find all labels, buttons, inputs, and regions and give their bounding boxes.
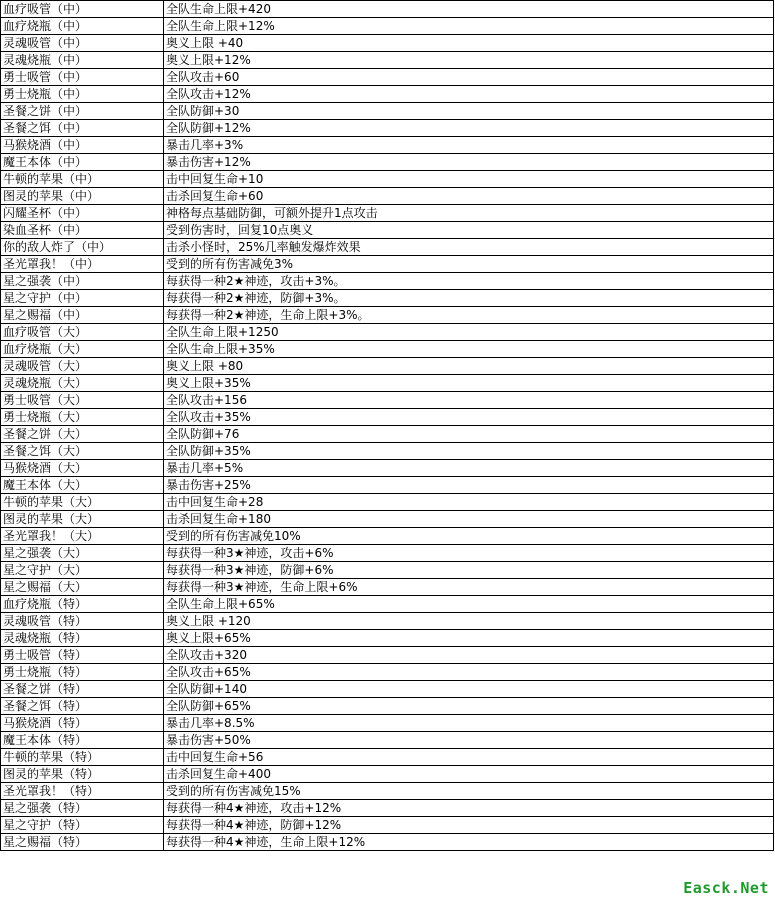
item-name-cell: 血疗吸管（大） xyxy=(1,324,164,341)
item-name-cell: 星之守护（中） xyxy=(1,290,164,307)
item-name-cell: 马猴烧酒（中） xyxy=(1,137,164,154)
item-name-cell: 图灵的苹果（中） xyxy=(1,188,164,205)
item-effect-cell: 奥义上限 +40 xyxy=(164,35,774,52)
item-effect-cell: 全队攻击+156 xyxy=(164,392,774,409)
watermark: Easck.Net xyxy=(683,879,769,897)
table-row xyxy=(1,18,774,35)
table-row xyxy=(1,188,774,205)
item-effect-cell: 暴击几率+8.5% xyxy=(164,715,774,732)
table-row xyxy=(1,511,774,528)
table-row xyxy=(1,324,774,341)
table-row xyxy=(1,392,774,409)
item-name-cell: 灵魂吸管（中） xyxy=(1,35,164,52)
item-effect-cell: 奥义上限+12% xyxy=(164,52,774,69)
item-name-cell: 星之强袭（特） xyxy=(1,800,164,817)
item-effect-cell: 奥义上限+35% xyxy=(164,375,774,392)
item-effect-cell: 暴击伤害+50% xyxy=(164,732,774,749)
item-effect-cell: 奥义上限+65% xyxy=(164,630,774,647)
item-effect-cell: 全队防御+30 xyxy=(164,103,774,120)
item-name-cell: 勇士吸管（大） xyxy=(1,392,164,409)
table-row xyxy=(1,341,774,358)
table-row xyxy=(1,562,774,579)
item-name-cell: 灵魂吸管（大） xyxy=(1,358,164,375)
table-row xyxy=(1,545,774,562)
item-name-cell: 勇士烧瓶（特） xyxy=(1,664,164,681)
table-row xyxy=(1,69,774,86)
item-name-cell: 星之赐福（特） xyxy=(1,834,164,851)
item-name-cell: 牛顿的苹果（中） xyxy=(1,171,164,188)
item-name-cell: 牛顿的苹果（特） xyxy=(1,749,164,766)
table-row xyxy=(1,460,774,477)
table-row xyxy=(1,698,774,715)
item-name-cell: 圣餐之饵（中） xyxy=(1,120,164,137)
item-name-cell: 血疗烧瓶（特） xyxy=(1,596,164,613)
item-name-cell: 圣光罩我！（中） xyxy=(1,256,164,273)
item-effect-cell: 受到的所有伤害减免3% xyxy=(164,256,774,273)
table-row xyxy=(1,222,774,239)
item-effect-cell: 每获得一种2★神迹，攻击+3%。 xyxy=(164,273,774,290)
table-row xyxy=(1,732,774,749)
item-name-cell: 图灵的苹果（特） xyxy=(1,766,164,783)
item-name-cell: 魔王本体（特） xyxy=(1,732,164,749)
table-row xyxy=(1,1,774,18)
item-name-cell: 灵魂吸管（特） xyxy=(1,613,164,630)
item-effect-cell: 受到伤害时，回复10点奥义 xyxy=(164,222,774,239)
item-name-cell: 勇士烧瓶（中） xyxy=(1,86,164,103)
item-effect-cell: 击杀回复生命+180 xyxy=(164,511,774,528)
item-effect-cell: 击杀回复生命+400 xyxy=(164,766,774,783)
table-body xyxy=(1,1,774,851)
table-row xyxy=(1,307,774,324)
item-name-cell: 马猴烧酒（大） xyxy=(1,460,164,477)
item-name-cell: 勇士烧瓶（大） xyxy=(1,409,164,426)
table-row xyxy=(1,358,774,375)
item-name-cell: 闪耀圣杯（中） xyxy=(1,205,164,222)
item-effect-cell: 全队攻击+60 xyxy=(164,69,774,86)
table-row xyxy=(1,120,774,137)
item-name-cell: 星之赐福（中） xyxy=(1,307,164,324)
item-effect-cell: 每获得一种4★神迹，防御+12% xyxy=(164,817,774,834)
item-effect-cell: 奥义上限 +80 xyxy=(164,358,774,375)
item-effect-cell: 全队防御+76 xyxy=(164,426,774,443)
item-effect-cell: 每获得一种4★神迹，攻击+12% xyxy=(164,800,774,817)
item-name-cell: 魔王本体（大） xyxy=(1,477,164,494)
item-effect-cell: 全队生命上限+1250 xyxy=(164,324,774,341)
table-row xyxy=(1,273,774,290)
table-row xyxy=(1,749,774,766)
item-effect-cell: 全队防御+65% xyxy=(164,698,774,715)
item-name-cell: 马猴烧酒（特） xyxy=(1,715,164,732)
table-row xyxy=(1,52,774,69)
table-row xyxy=(1,86,774,103)
table-row xyxy=(1,103,774,120)
item-name-cell: 圣餐之饼（大） xyxy=(1,426,164,443)
item-effect-cell: 击杀小怪时，25%几率触发爆炸效果 xyxy=(164,239,774,256)
table-row xyxy=(1,596,774,613)
item-name-cell: 魔王本体（中） xyxy=(1,154,164,171)
table-row xyxy=(1,817,774,834)
table-row xyxy=(1,630,774,647)
table-row xyxy=(1,256,774,273)
table-row xyxy=(1,426,774,443)
table-row xyxy=(1,35,774,52)
item-name-cell: 你的敌人炸了（中） xyxy=(1,239,164,256)
item-name-cell: 星之强袭（大） xyxy=(1,545,164,562)
table-row xyxy=(1,239,774,256)
table-row xyxy=(1,579,774,596)
item-name-cell: 圣餐之饼（中） xyxy=(1,103,164,120)
item-effect-cell: 全队攻击+65% xyxy=(164,664,774,681)
item-name-cell: 灵魂烧瓶（中） xyxy=(1,52,164,69)
item-name-cell: 星之强袭（中） xyxy=(1,273,164,290)
item-effect-cell: 每获得一种2★神迹，防御+3%。 xyxy=(164,290,774,307)
item-effect-cell: 击杀回复生命+60 xyxy=(164,188,774,205)
item-effect-cell: 全队防御+140 xyxy=(164,681,774,698)
item-effect-cell: 神格每点基础防御，可额外提升1点攻击 xyxy=(164,205,774,222)
table-row xyxy=(1,647,774,664)
table-row xyxy=(1,681,774,698)
item-name-cell: 血疗烧瓶（大） xyxy=(1,341,164,358)
item-effect-cell: 每获得一种4★神迹，生命上限+12% xyxy=(164,834,774,851)
item-name-cell: 勇士吸管（中） xyxy=(1,69,164,86)
table-row xyxy=(1,477,774,494)
table-row xyxy=(1,494,774,511)
table-row xyxy=(1,137,774,154)
table-row xyxy=(1,528,774,545)
item-effect-cell: 全队生命上限+65% xyxy=(164,596,774,613)
item-name-cell: 圣光罩我！（特） xyxy=(1,783,164,800)
item-effect-cell: 暴击几率+3% xyxy=(164,137,774,154)
item-name-cell: 星之赐福（大） xyxy=(1,579,164,596)
table-row xyxy=(1,664,774,681)
item-effect-cell: 全队攻击+35% xyxy=(164,409,774,426)
item-effect-cell: 暴击几率+5% xyxy=(164,460,774,477)
item-effect-cell: 全队防御+12% xyxy=(164,120,774,137)
table-row xyxy=(1,409,774,426)
item-effect-cell: 全队生命上限+35% xyxy=(164,341,774,358)
item-name-cell: 血疗烧瓶（中） xyxy=(1,18,164,35)
table-row xyxy=(1,375,774,392)
table-row xyxy=(1,205,774,222)
table-row xyxy=(1,766,774,783)
item-name-cell: 染血圣杯（中） xyxy=(1,222,164,239)
item-name-cell: 圣餐之饵（特） xyxy=(1,698,164,715)
item-name-cell: 圣餐之饼（特） xyxy=(1,681,164,698)
table-row xyxy=(1,834,774,851)
item-name-cell: 血疗吸管（中） xyxy=(1,1,164,18)
table-row xyxy=(1,171,774,188)
item-name-cell: 星之守护（大） xyxy=(1,562,164,579)
item-name-cell: 圣光罩我！（大） xyxy=(1,528,164,545)
item-effect-cell: 全队攻击+12% xyxy=(164,86,774,103)
table-row xyxy=(1,443,774,460)
item-name-cell: 灵魂烧瓶（特） xyxy=(1,630,164,647)
item-effect-cell: 击中回复生命+28 xyxy=(164,494,774,511)
table-row xyxy=(1,613,774,630)
item-effect-cell: 击中回复生命+10 xyxy=(164,171,774,188)
table-row xyxy=(1,154,774,171)
item-effect-cell: 全队防御+35% xyxy=(164,443,774,460)
table-row xyxy=(1,800,774,817)
item-effect-cell: 全队攻击+320 xyxy=(164,647,774,664)
item-effect-cell: 受到的所有伤害减免15% xyxy=(164,783,774,800)
item-effect-cell: 每获得一种2★神迹，生命上限+3%。 xyxy=(164,307,774,324)
item-effect-cell: 每获得一种3★神迹，防御+6% xyxy=(164,562,774,579)
item-effect-cell: 奥义上限 +120 xyxy=(164,613,774,630)
item-name-cell: 图灵的苹果（大） xyxy=(1,511,164,528)
item-effect-cell: 暴击伤害+25% xyxy=(164,477,774,494)
item-effect-cell: 每获得一种3★神迹，攻击+6% xyxy=(164,545,774,562)
item-name-cell: 勇士吸管（特） xyxy=(1,647,164,664)
table-row xyxy=(1,783,774,800)
item-effect-cell: 全队生命上限+12% xyxy=(164,18,774,35)
item-effect-cell: 每获得一种3★神迹，生命上限+6% xyxy=(164,579,774,596)
item-name-cell: 牛顿的苹果（大） xyxy=(1,494,164,511)
item-name-cell: 灵魂烧瓶（大） xyxy=(1,375,164,392)
item-effect-cell: 受到的所有伤害减免10% xyxy=(164,528,774,545)
item-effect-cell: 全队生命上限+420 xyxy=(164,1,774,18)
item-effect-cell: 击中回复生命+56 xyxy=(164,749,774,766)
item-name-cell: 星之守护（特） xyxy=(1,817,164,834)
table-row xyxy=(1,290,774,307)
item-name-cell: 圣餐之饵（大） xyxy=(1,443,164,460)
item-effect-cell: 暴击伤害+12% xyxy=(164,154,774,171)
table-row xyxy=(1,715,774,732)
